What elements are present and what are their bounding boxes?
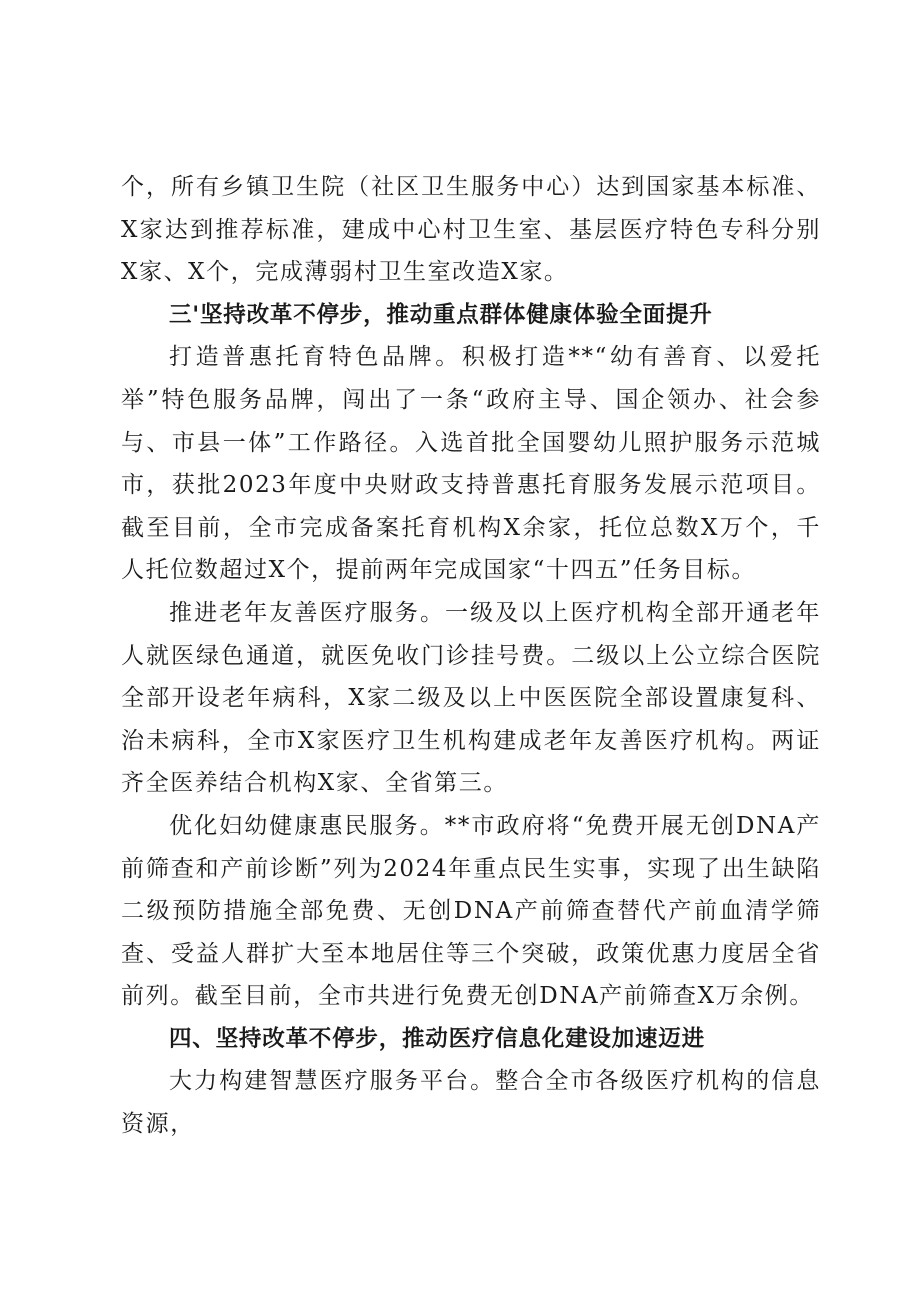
paragraph-childcare-brand: 打造普惠托育特色品牌。积极打造**“幼有善育、以爱托举”特色服务品牌，闯出了一条“政府主导、国企领办、社会参与、市县一体”工作路径。入选首批全国婴幼儿照护服务示范城市，获批2023年度中央财政支持普惠托育服务发展示范项目。截至目前，全市完成备案托育机构X余家，托位总数X万个，千人托位数超过X个，提前两年完成国家“十四五”任务目标。	[121, 344, 821, 584]
paragraph-township-clinics: 个，所有乡镇卫生院（社区卫生服务中心）达到国家基本标准、X家达到推荐标准，建成中心村卫生室、基层医疗特色专科分别X家、X个，完成薄弱村卫生室改造X家。	[121, 174, 821, 286]
paragraph-maternal-child-health: 优化妇幼健康惠民服务。**市政府将“免费开展无创DNA产前筛查和产前诊断”列为2024年重点民生实事，实现了出生缺陷二级预防措施全部免费、无创DNA产前筛查替代产前血清学筛查、受益人群扩大至本地居住等三个突破，政策优惠力度居全省前列。截至目前，全市共进行免费无创DNA产前筛查X万余例。	[121, 812, 821, 1010]
section-heading-4: 四、坚持改革不停步，推动医疗信息化建设加速迈进	[169, 1025, 705, 1052]
section-heading-3: 三'坚持改革不停步，推动重点群体健康体验全面提升	[169, 301, 713, 328]
paragraph-elderly-care: 推进老年友善医疗服务。一级及以上医疗机构全部开通老年人就医绿色通道，就医免收门诊挂号费。二级以上公立综合医院全部开设老年病科，X家二级及以上中医医院全部设置康复科、治未病科，全市X家医疗卫生机构建成老年友善医疗机构。两证齐全医养结合机构X家、全省第三。	[121, 599, 821, 797]
paragraph-smart-medical-platform: 大力构建智慧医疗服务平台。整合全市各级医疗机构的信息资源，	[121, 1068, 821, 1138]
document-body	[121, 166, 821, 1146]
